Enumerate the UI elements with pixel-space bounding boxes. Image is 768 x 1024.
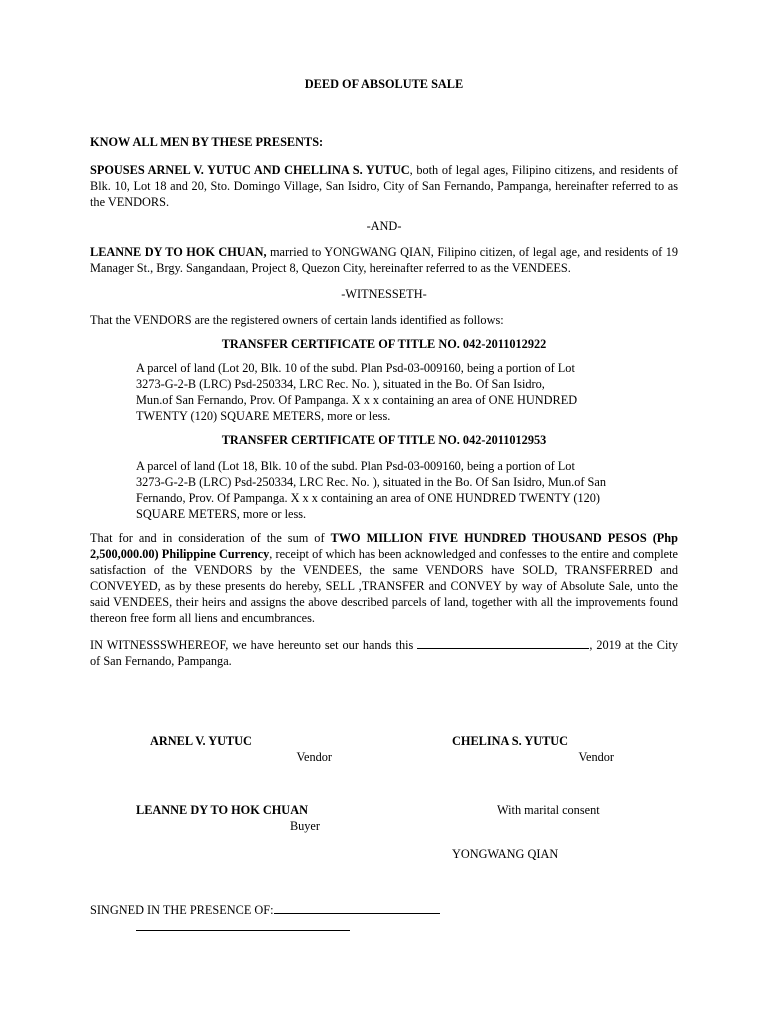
description-line: A parcel of land (Lot 20, Blk. 10 of the subd. Plan Psd-03-009160, being a portion of Lot [136, 361, 575, 375]
document-title: DEED OF ABSOLUTE SALE [304, 77, 464, 91]
title-description-2 [90, 458, 678, 522]
consideration-amount: TWO MILLION FIVE HUNDRED THOUSAND PESOS (Php 2,500,000.00) Philippine Currency [90, 531, 678, 561]
vendees-paragraph [90, 244, 678, 276]
signature-chelina [452, 733, 614, 765]
vendors-names: SPOUSES ARNEL V. YUTUC AND CHELLINA S. YUTUC [90, 163, 410, 177]
signature-leanne [136, 802, 332, 834]
deed-document [90, 76, 678, 669]
signature-arnel [150, 733, 340, 765]
witness-signature-line-1[interactable] [274, 901, 440, 914]
vendees-names: LEANNE DY TO HOK CHUAN, [90, 245, 267, 259]
witness-clause [90, 636, 678, 669]
description-line: 3273-G-2-B (LRC) Psd-250334, LRC Rec. No. ), situated in the Bo. Of San Isidro, Mun.of San [136, 475, 606, 489]
description-line: A parcel of land (Lot 18, Blk. 10 of the subd. Plan Psd-03-009160, being a portion of Lot [136, 459, 575, 473]
signatory-role: Vendor [578, 750, 614, 764]
witness-signature-line-2[interactable] [136, 920, 350, 931]
description-line: 3273-G-2-B (LRC) Psd-250334, LRC Rec. No. ), situated in the Bo. Of San Isidro, [136, 377, 545, 391]
witness-clause-intro: IN WITNESSSWHEREOF, we have hereunto set our hands this [90, 638, 418, 652]
vendors-paragraph [90, 162, 678, 210]
consideration-intro: That for and in consideration of the sum of [90, 531, 331, 545]
signatory-name: CHELINA S. YUTUC [452, 734, 569, 748]
description-line: Fernando, Prov. Of Pampanga. X x x containing an area of ONE HUNDRED TWENTY (120) [136, 491, 600, 505]
witness-clause-end: , 2019 at the City of San Fernando, Pampanga. [90, 638, 678, 668]
signatory-role: Vendor [296, 750, 332, 764]
vendors-text: , both of legal ages, Filipino citizens, and residents of Blk. 10, Lot 18 and 20, Sto. Domingo Village, San Isidro, City of San Fernando, Pampanga, hereinafter referred to as the VENDORS. [90, 163, 678, 209]
presence-label: SINGNED IN THE PRESENCE OF: [90, 903, 274, 917]
description-line: Mun.of San Fernando, Prov. Of Pampanga. X x x containing an area of ONE HUNDRED [136, 393, 578, 407]
vendees-text: married to YONGWANG QIAN, Filipino citizen, of legal age, and residents of 19 Manager St., Brgy. Sangandaan, Project 8, Quezon City, hereinafter referred to as the VENDEES. [90, 245, 679, 275]
title-description-1 [90, 360, 678, 424]
title-heading-1: TRANSFER CERTIFICATE OF TITLE NO. 042-2011012922 [221, 337, 547, 351]
signatory-name: ARNEL V. YUTUC [150, 734, 252, 748]
signatory-role: Buyer [289, 819, 320, 833]
title-heading-2: TRANSFER CERTIFICATE OF TITLE NO. 042-2011012953 [221, 433, 547, 447]
signature-yongwang: YONGWANG QIAN [452, 847, 559, 861]
description-line: SQUARE METERS, more or less. [136, 507, 307, 521]
opening-phrase: KNOW ALL MEN BY THESE PRESENTS: [90, 135, 324, 149]
consideration-terms: , receipt of which has been acknowledged and confesses to the entire and complete satisfaction of the VENDORS by the VENDEES, the same VENDORS have SOLD, TRANSFERRED and CONVEYED, as by these presents do hereby, SELL ,TRANSFER and CONVEY by way of Absolute Sale, unto the said VENDEES, their heirs and assigns the above described parcels of land, together with all the improvements found thereon free form all liens and encumbrances. [90, 547, 678, 625]
consideration-paragraph [90, 530, 678, 626]
witnesseth-heading: -WITNESSETH- [341, 287, 427, 301]
description-line: TWENTY (120) SQUARE METERS, more or less. [136, 409, 391, 423]
witness-presence-line [90, 901, 490, 918]
marital-consent-note: With marital consent [497, 803, 600, 817]
owners-statement: That the VENDORS are the registered owners of certain lands identified as follows: [90, 313, 504, 327]
date-blank-line[interactable] [417, 636, 589, 649]
and-separator: -AND- [366, 219, 402, 233]
signatory-name: LEANNE DY TO HOK CHUAN [136, 803, 308, 817]
